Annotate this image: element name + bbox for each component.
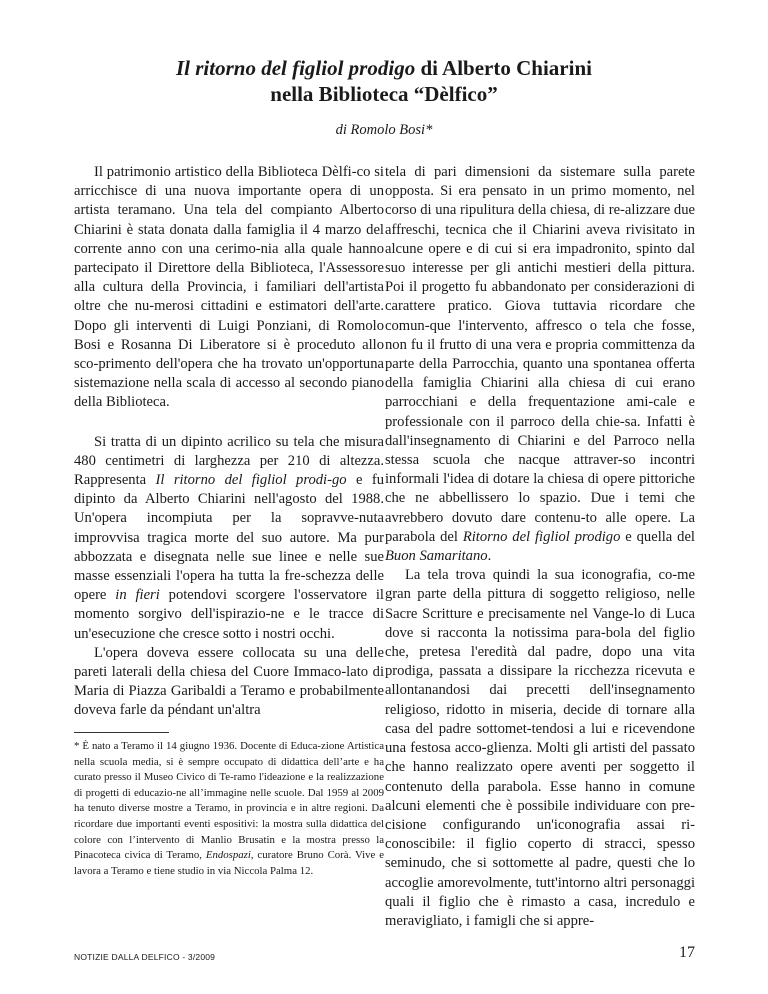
right-paragraph-1: [385, 163, 695, 566]
footnote-text-a: * È nato a Teramo il 14 giugno 1936. Docente di Educa-zione Artistica nella scuola media, si è sempre occupato di didattica dell’arte e ha curato presso il Museo Civico di Te-ramo l'ideazione e la realizzazione di progetti di educazio-ne all’immagine nelle scuole. Dal 1959 al 2009 ha tenuto diverse mostre a Teramo, in provincia e in altre regioni. Da ricordare due importanti eventi espositivi: la mostra sulla didattica del colore con l’intervento di Manlio Brusatin e la mostra presso la Pinacoteca civica di Teramo,: [74, 740, 384, 862]
title-line-1: [0, 55, 768, 81]
footnote-divider: [74, 732, 169, 733]
title-italic: Il ritorno del figliol prodigo: [176, 56, 416, 80]
right-paragraph-2: La tela trova quindi la sua iconografia, co-me gran parte della pittura di soggetto religioso, nelle Sacre Scritture e precisamente nel Vange-lo di Luca dove si racconta la notissima para-bola del figlio che, pretesa l'eredità dal padre, dopo una vita prodiga, passata a dissipare la ricchezza ricevuta e allontanandosi dai precetti dell'insegnamento religioso, ridotto in miseria, decide di tornare alla casa del padre sottomet-tendosi a lui e ricevendone una festosa acco-glienza. Molti gli artisti del passato che hanno realizzato opere aventi per soggetto il contenuto della parabola. Esse hanno in comune alcuni elementi che è possibile individuare con pre-cisione configurando un'iconografia assai ri-conoscibile: il figlio coperto di stracci, spesso seminudo, che si sottomette al padre, questi che lo accoglie amorevolmente, tutt'intorno altri personaggi quali il figlio che è rimasto a casa, incredulo e meravigliato, i famigli che si appre-: [385, 567, 695, 929]
footnote: [74, 739, 384, 879]
right-column: [385, 163, 695, 931]
article-title: [0, 55, 768, 107]
byline: di Romolo Bosi*: [335, 122, 433, 138]
left-paragraph-3: L'opera doveva essere collocata su una delle pareti laterali della chiesa del Cuore Immaco-lato di Maria di Piazza Garibaldi a Teramo e probabilmente doveva farle da péndant un'altra: [74, 644, 384, 719]
left-paragraph-2: [74, 433, 384, 644]
left-p2-text-c: potendovi scorgere l'osservatore il momento sorgivo dell'ispirazio-ne e le tracce di un'esecuzione che cresce sotto i nostri occhi.: [74, 587, 384, 642]
title-line-2: nella Biblioteca “Dèlfico”: [270, 82, 498, 106]
left-column: [74, 163, 384, 721]
title-rest: di Alberto Chiarini: [415, 56, 592, 80]
right-p1-text-b: e quella del: [620, 528, 695, 545]
footnote-italic: Endospazi: [205, 849, 251, 862]
left-p2-italic-in-fieri: in fieri: [115, 587, 160, 604]
right-p1-italic-samaritano: Buon Samaritano: [385, 548, 488, 565]
left-p2-text-b: e fu dipinto da Alberto Chiarini nell'agosto del 1988. Un'opera incompiuta per la sopravve-nuta improvvisa tragica morte del suo autore. Ma pur abbozzata e disegnata nelle sue linee e nelle sue masse essenziali l'opera ha tutta la fre-schezza delle opere: [74, 472, 384, 604]
left-paragraph-1: Il patrimonio artistico della Biblioteca Dèlfi-co si arricchisce di una nuova importante opera di un artista teramano. Una tela del compianto Alberto Chiarini è stata donata dalla famiglia il 4 marzo del corrente anno con una cerimo-nia alla quale hanno partecipato il Direttore della Biblioteca, l'Assessore alla cultura della Provincia, i familiari dell'artista oltre che nu-merosi cittadini e estimatori dell'arte. Dopo gli interventi di Luigi Ponziani, di Romolo Bosi e Rosanna Di Liberatore si è proceduto allo sco-primento dell'opera che ha trovato un'opportuna sistemazione nella scala di accesso al secondo piano della Biblioteca.: [74, 164, 384, 411]
journal-footer: NOTIZIE DALLA DELFICO - 3/2009: [74, 952, 216, 962]
left-p2-text-a: Si tratta di un dipinto acrilico su tela che misura 480 centimetri di larghezza per 210 di altezza. Rappresenta: [74, 433, 384, 489]
left-p2-italic-title: Il ritorno del figliol prodi-go: [155, 472, 347, 489]
right-p1-text-a: tela di pari dimensioni da sistemare sulla parete opposta. Si era pensato in un primo momento, nel corso di una ripulitura della chiesa, di re-alizzare due affreschi, tecnica che il Chiarini aveva rivisitato in alcune opere e di cui si era impadronito, spinto dal suo interesse per gli antichi mestieri della pittura. Poi il progetto fu abbandonato per considerazioni di carattere pratico. Giova tuttavia ricordare che comun-que l'intervento, affresco o tela che fosse, non fu il frutto di una vera e propria committenza da parte della Parrocchia, quanto una spontanea offerta della famiglia Chiarini alla chiesa di cui erano parrocchiani e della frequentazione ami-cale e professionale con il parroco della chie-sa. Infatti è dall'insegnamento di Chiarini e del Parroco nella stessa scuola che nacque attraver-so incontri informali l'idea di dotare la chiesa di opere pittoriche che ne abbellissero lo spazio. Due i temi che avrebbero dovuto dare contenu-to alle opere. La parabola del: [385, 164, 695, 545]
right-p1-italic-prodigo: Ritorno del figliol prodigo: [462, 528, 621, 545]
right-p1-text-c: .: [487, 548, 492, 565]
page-number: 17: [679, 944, 695, 961]
footnote-text-b: , curatore Bruno Corà. Vive e lavora a Teramo e tiene studio in via Niccola Palma 12.: [74, 849, 384, 877]
